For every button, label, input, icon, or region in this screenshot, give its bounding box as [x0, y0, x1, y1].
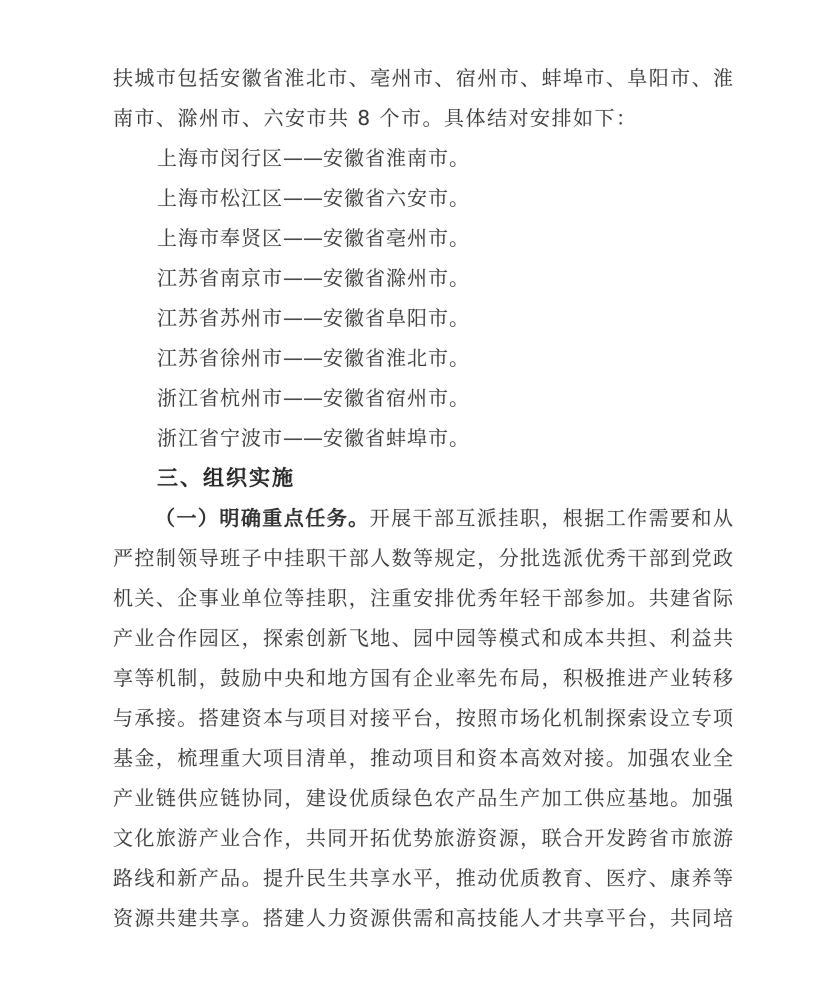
pairing-item — [113, 298, 733, 338]
pairing-period: 。 — [449, 186, 470, 210]
paragraph-line: 路线和新产品。提升民生共享水平，推动优质教育、医疗、康养等 — [113, 866, 733, 890]
paragraph-line: 产业链供应链协同，建设优质绿色农产品生产加工供应基地。加强 — [113, 786, 733, 810]
paragraph-lead-bold: （一）明确重点任务。 — [155, 506, 370, 530]
pairing-to: 安徽省蚌埠市 — [323, 426, 449, 450]
pairing-dash: —— — [283, 266, 323, 290]
pairing-to: 安徽省阜阳市 — [323, 306, 449, 330]
pairing-period: 。 — [449, 226, 470, 250]
pairing-from: 上海市奉贤区 — [157, 226, 283, 250]
pairing-from: 浙江省杭州市 — [157, 386, 283, 410]
pairing-period: 。 — [449, 426, 470, 450]
paragraph-line-text: 开展干部互派挂职，根据工作需要和从 — [369, 506, 733, 530]
section-heading: 三、组织实施 — [157, 466, 295, 490]
paragraph-line: 产业合作园区，探索创新飞地、园中园等模式和成本共担、利益共 — [113, 626, 733, 650]
paragraph-line: 享等机制，鼓励中央和地方国有企业率先布局，积极推进产业转移 — [113, 666, 733, 690]
intro-line: 扶城市包括安徽省淮北市、亳州市、宿州市、蚌埠市、阜阳市、淮 — [113, 66, 733, 90]
pairing-to: 安徽省淮北市 — [323, 346, 449, 370]
pairing-to: 安徽省宿州市 — [323, 386, 449, 410]
pairing-item — [113, 258, 733, 298]
pairing-item — [113, 378, 733, 418]
main-paragraph — [113, 498, 733, 938]
pairing-from: 上海市闵行区 — [157, 146, 283, 170]
pairing-dash: —— — [283, 386, 323, 410]
pairing-to: 安徽省六安市 — [323, 186, 449, 210]
paragraph-line: 文化旅游产业合作，共同开拓优势旅游资源，联合开发跨省市旅游 — [113, 826, 733, 850]
pairing-from: 江苏省南京市 — [157, 266, 283, 290]
pairing-to: 安徽省淮南市 — [323, 146, 449, 170]
pairing-item — [113, 178, 733, 218]
paragraph-line: 资源共建共享。搭建人力资源供需和高技能人才共享平台，共同培 — [113, 906, 733, 930]
paragraph-line: 基金，梳理重大项目清单，推动项目和资本高效对接。加强农业全 — [113, 746, 733, 770]
pairing-item — [113, 218, 733, 258]
pairing-to: 安徽省滁州市 — [323, 266, 449, 290]
pairing-list — [113, 138, 733, 458]
pairing-from: 上海市松江区 — [157, 186, 283, 210]
pairing-dash: —— — [283, 146, 323, 170]
pairing-from: 浙江省宁波市 — [157, 426, 283, 450]
paragraph-line: 与承接。搭建资本与项目对接平台，按照市场化机制探索设立专项 — [113, 706, 733, 730]
pairing-dash: —— — [283, 186, 323, 210]
pairing-period: 。 — [449, 346, 470, 370]
pairing-from: 江苏省苏州市 — [157, 306, 283, 330]
pairing-dash: —— — [283, 226, 323, 250]
intro-line: 南市、滁州市、六安市共 8 个市。具体结对安排如下： — [113, 106, 638, 130]
pairing-item — [113, 138, 733, 178]
intro-paragraph — [113, 58, 733, 138]
paragraph-line: 严控制领导班子中挂职干部人数等规定，分批选派优秀干部到党政 — [113, 546, 733, 570]
pairing-dash: —— — [283, 426, 323, 450]
paragraph-line: 机关、企事业单位等挂职，注重安排优秀年轻干部参加。共建省际 — [113, 586, 733, 610]
pairing-period: 。 — [449, 266, 470, 290]
paragraph-continuation — [113, 538, 733, 938]
pairing-period: 。 — [449, 306, 470, 330]
pairing-to: 安徽省亳州市 — [323, 226, 449, 250]
pairing-from: 江苏省徐州市 — [157, 346, 283, 370]
pairing-dash: —— — [283, 346, 323, 370]
pairing-item — [113, 418, 733, 458]
paragraph-line — [113, 498, 733, 538]
pairing-item — [113, 338, 733, 378]
pairing-period: 。 — [449, 386, 470, 410]
pairing-dash: —— — [283, 306, 323, 330]
pairing-period: 。 — [449, 146, 470, 170]
